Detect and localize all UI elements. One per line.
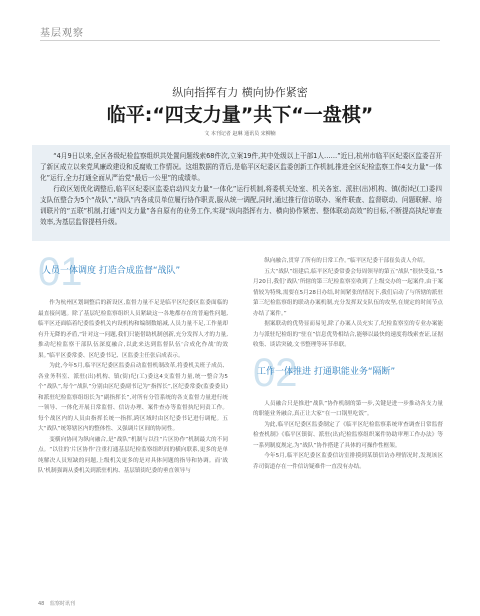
body-paragraph: 作为杭州区划调整后的新设区,监督力量不足是临平区纪委区监委面临的最直接问题。除了基层纪检监察组织人员紧缺这一各地都存在的普遍性问题,临平区还面临着纪委监委机关内设机构和编制数缩减,人员力量不足,工作量却有升无降的矛盾,“针对这一问题,我们只能借助机制创新,充分发挥人才的力量,推动纪检监察干部队伍深度融合,以此来达到监督队伍‘合成化作战’的效果。”临平区委常委、区纪委书记、区监委主任张启成表示。 — [38, 300, 228, 359]
article-title: 临平:“四支力量”共下“一盘棋” — [106, 104, 374, 126]
section-2-heading — [253, 350, 443, 397]
magazine-name: 监察时讯刊 — [49, 601, 75, 607]
body-paragraph: 今年5月,临平区纪委区监委信访室排摸到某镇信访办理情况时,发现该区乔司街道存在一件信访疑难件一直没有办结。 — [253, 453, 443, 470]
body-paragraph: 人员融合只是推进“战队”协作机制的第一步,关键是进一步推动各支力量的职能业务融合,真正让大家“在一口锅里吃饭”。 — [253, 400, 443, 417]
body-paragraph: 变横向协同为纵向融合,是“战队”机制与以往“片区协作”机制最大的不同点。“以往的‘片区协作’注重打通基层纪检监察组织间的横向联系,更多的是单纯解决人员短缺的问题,上级机关更多的是对具体问题的指导和协调。而‘战队’机制强调从委机关到派驻机构、基层镇街纪委的垂直领导与 — [38, 436, 228, 474]
article-subtitle: 纵向指挥有力 横向协作紧密 — [172, 86, 308, 99]
section-label: 基层观察 — [40, 28, 84, 39]
section-1-number: 01 — [38, 250, 83, 294]
body-paragraph: 五大“战队”组建后,临平区纪委常委会每周领导的第五“战队”很快受益,“5月20日,我们‘战队’所辖的第三纪检监察室收到了上级交办的一起案件,由于案情较为特殊,需要在5月28日办结,时间紧张的情况下,我们启动了与所辖的派驻第三纪检监察组的联动办案机制,充分发挥双支队伍的攻坚,在规定的时间节点办结了案件。” — [253, 268, 443, 317]
section-1-title: 人员一体调度 打造合成监督“战队” — [42, 266, 181, 276]
article-byline: 文 本刊记者 赵琳 通讯员 宋柳楠 — [204, 131, 276, 137]
right-column — [253, 256, 443, 472]
lead-paragraph: “4月9日以来,全区各级纪检监察组织共处置问题线索68件次,立案19件,其中处级以上干部1人……”近日,杭州市临平区纪委区监委召开了新区成立以来党风廉政建设和反腐败工作情况。这组数据的背后,是临平区纪委区监委创新工作机制,推进全区纪检监察工作4支力量“一体化”运行,全力打通全面从严治党“最后一公里”的成绩单。 — [40, 152, 442, 182]
section-2-number: 02 — [253, 350, 298, 395]
page-number: 48 — [38, 601, 45, 607]
top-divider — [40, 40, 440, 41]
body-paragraph: 纵向融合,贯穿了所有的日常工作。”临平区纪委干部崔负责人介绍。 — [264, 258, 429, 264]
lead-paragraph: 行政区划优化调整后,临平区纪委区监委启动四支力量“一体化”运行机制,将委机关处室、机关各室、派驻(出)机构、镇(街)纪(工)委四支队伍整合为5个“战队”,“战队”内各成员单位履行协作职责,服从统一调配,同时,通过推行信访联办、案件联查、监督联动、问题联解、培训联片的“五联”机制,打通“四支力量”各自原有的业务工作,实现“纵向指挥有力、横向协作紧密、整体联动高效”的目标,不断提高执纪审查效率,为基层监督提档升级。 — [40, 185, 442, 226]
section-1-heading — [38, 250, 228, 296]
left-column — [38, 250, 228, 477]
body-paragraph: 据案联动的优势显而易见,除了办案人员充实了,纪检监察室的专业办案能力与派驻纪检组的“驻在”信息优势相结合,能够以最快的速度将线索查证,证据收集、谈话突破,文书整理等环节串联。 — [253, 321, 443, 348]
lead-box — [32, 145, 450, 241]
page-footer — [38, 600, 79, 607]
body-paragraph: 为此,今年5月,临平区纪委区监委启动监督机制改革,将委机关班子成员、各业务科室、派驻(出)机构、镇(街)纪(工)委这4支监督力量,统一整合为5个“战队”,每个“战队”分别由区纪委副书记为“指挥长”,区纪委常委(监委委员)和派驻纪检监察组组长为“副指挥长”,对所有分管系统的各支监督力量进行统一领导、一体化开展日常监督、信访办理、案件查办等监督执纪问责工作。每个战区内的人员由指挥长统一指挥,跨区域时由区纪委书记进行调配。五大“战队”统筹辖区内的整体性、又强调片区间的协同性。 — [38, 363, 228, 432]
body-paragraph: 为此,临平区纪委区监委制定了《临平区纪检监察系统审查调查日常监督检查机制》《临平区镇街、派驻(出)纪检监察组织案件协助审理工作办法》等一系列制度规定,为“战队”协作搭建了具体的可操作性框架。 — [253, 421, 443, 449]
section-2-title: 工作一体推进 打通职能业务“隔断” — [257, 366, 396, 377]
